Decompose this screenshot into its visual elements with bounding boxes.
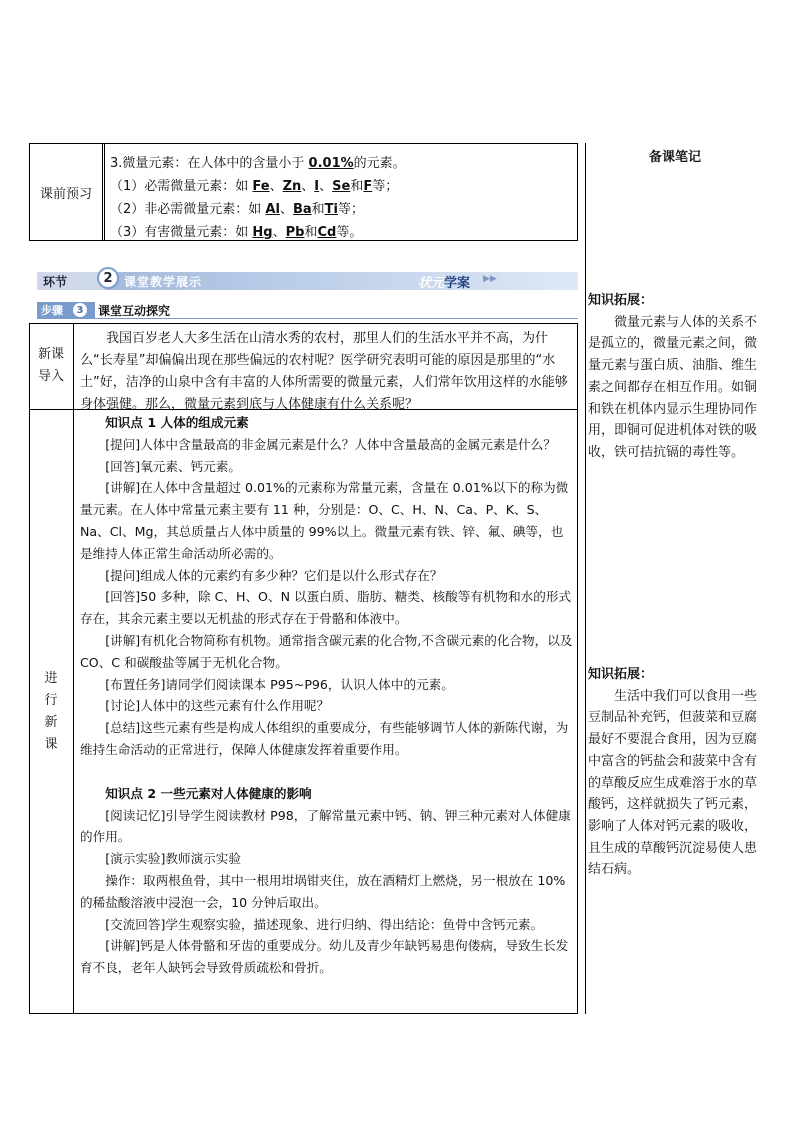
- paragraph: [讲解]在人体中含量超过 0.01%的元素称为常量元素，含量在 0.01%以下的称为微量元素。在人体中常量元素主要有 11 种，分别是：O、C、H、N、Ca、P、K、S、Na、Cl、Mg，其总质量占人体中质量的 99%以上。微量元素有铁、锌、氟、碘等，也是维持人体正常生命活动所必需的。: [80, 480, 569, 561]
- banner-section-number: 2: [97, 267, 119, 289]
- paragraph: [布置任务]请同学们阅读课本 P95~P96，认识人体中的元素。: [105, 676, 454, 692]
- element-f: F: [363, 179, 373, 194]
- main-label-char-1: 进: [44, 671, 58, 686]
- knowledge-point-1-title: 知识点 1 人体的组成元素: [105, 415, 249, 430]
- paragraph: [提问]人体中含量最高的非金属元素是什么？人体中含量最高的金属元素是什么？: [105, 436, 556, 452]
- element-cd: Cd: [317, 225, 337, 240]
- pre-line-4: （3）有害微量元素：如 Hg、Pb和Cd等。: [110, 225, 363, 240]
- paragraph: [讲解]有机化合物简称有机物。通常指含碳元素的化合物,不含碳元素的化合物，以及 CO、C 和碳酸盐等属于无机化合物。: [80, 632, 573, 670]
- element-ti: Ti: [324, 202, 338, 217]
- paragraph: [交流回答]学生观察实验，描述现象、进行归纳、得出结论：鱼骨中含钙元素。: [105, 916, 544, 932]
- main-label-char-2: 行: [44, 693, 58, 708]
- intro-text: 我国百岁老人大多生活在山清水秀的农村，那里人们的生活水平并不高，为什么“长寿星”却偏偏出现在那些偏远的农村呢？医学研究表明可能的原因是那里的“水土”好，洁净的山泉中含有丰富的人体所需要的微量元素，人们常年饮用这样的水能够身体强健。那么，微量元素到底与人体健康有什么关系呢？: [80, 331, 568, 412]
- intro-label-line-2: 导入: [37, 369, 64, 384]
- paragraph: 操作：取两根鱼骨，其中一根用坩埚钳夹住，放在酒精灯上燃烧，另一根放在 10%的稀盐酸溶液中浸泡一会，10 分钟后取出。: [80, 872, 566, 910]
- side-note-1: [588, 290, 768, 464]
- step-underline: [37, 318, 578, 319]
- banner-title: 课堂教学展示: [124, 275, 203, 289]
- side-note-2-text: 生活中我们可以食用一些豆制品补充钙，但菠菜和豆腐最好不要混合食用，因为豆腐中富含的钙盐会和菠菜中含有的草酸反应生成难溶于水的草酸钙，这样就损失了钙元素，影响了人体对钙元素的吸收，且生成的草酸钙沉淀易使人患结石病。: [588, 688, 758, 878]
- element-al: Al: [265, 202, 280, 217]
- banner-section-label: 环节: [37, 272, 105, 290]
- element-se: Se: [332, 179, 351, 194]
- element-fe: Fe: [252, 179, 270, 194]
- pre-class-label: 课前预习: [30, 144, 103, 240]
- knowledge-point-2-title: 知识点 2 一些元素对人体健康的影响: [105, 785, 312, 801]
- side-note-2-title: 知识拓展：: [588, 667, 654, 682]
- paragraph: [提问]组成人体的元素约有多少种？它们是以什么形式存在？: [105, 567, 443, 583]
- intro-label-line-1: 新课: [37, 347, 64, 362]
- step-number: 3: [73, 303, 87, 317]
- pre-line-3: （2）非必需微量元素：如 Al、Ba和Ti等；: [110, 202, 364, 217]
- side-note-2: [588, 664, 768, 881]
- step-label: 步骤: [37, 302, 95, 318]
- paragraph: [演示实验]教师演示实验: [105, 851, 241, 867]
- lesson-table-column-divider: [73, 323, 74, 1014]
- paragraph: [阅读记忆]引导学生阅读教材 P98，了解常量元素中钙、钠、钾三种元素对人体健康的作用。: [80, 807, 571, 845]
- lesson-content: [80, 412, 574, 979]
- side-note-1-title: 知识拓展：: [588, 293, 654, 308]
- paragraph: [回答]氧元素、钙元素。: [105, 458, 241, 474]
- paragraph: [总结]这些元素有些是构成人体组织的重要成分，有些能够调节人体的新陈代谢，为维持生命活动的正常进行，保障人体健康发挥着重要作用。: [80, 720, 569, 757]
- element-zn: Zn: [282, 179, 302, 194]
- element-ba: Ba: [292, 202, 312, 217]
- element-hg: Hg: [252, 225, 273, 240]
- step-title: 课堂互动探究: [98, 304, 171, 318]
- pre-class-content: [110, 152, 570, 244]
- side-note-1-text: 微量元素与人体的关系不是孤立的，微量元素之间，微量元素与蛋白质、油脂、维生素之间都存在相互作用。如铜和铁在机体内显示生理协同作用，即铜可促进机体对铁的吸收，铁可拮抗镉的毒性等。: [588, 314, 758, 460]
- paragraph: [回答]50 多种，除 C、H、O、N 以蛋白质、脂肪、糖类、核酸等有机物和水的形式存在，其余元素主要以无机盐的形式存在于骨骼和体液中。: [80, 589, 572, 627]
- paragraph: [讲解]钙是人体骨骼和牙齿的重要成分。幼儿及青少年缺钙易患佝偻病，导致生长发育不良，老年人缺钙会导致骨质疏松和骨折。: [80, 938, 569, 976]
- main-label-char-3: 新: [44, 715, 58, 730]
- pre-line-1: 3.微量元素：在人体中的含量小于 0.01%的元素。: [110, 156, 406, 171]
- spacer: [80, 761, 574, 783]
- threshold-value: 0.01%: [308, 156, 354, 171]
- paragraph: [讨论]人体中的这些元素有什么作用呢？: [105, 698, 330, 714]
- banner-brand: 状元学案: [418, 276, 471, 291]
- double-arrow-icon: ▶▶: [483, 274, 497, 284]
- main-label-char-4: 课: [44, 737, 58, 752]
- pre-class-table: [29, 143, 578, 241]
- pre-line-2: （1）必需微量元素：如 Fe、Zn、I、Se和F等；: [110, 179, 399, 194]
- element-i: I: [314, 179, 320, 194]
- pre-class-double-border: [104, 144, 105, 240]
- element-pb: Pb: [285, 225, 305, 240]
- side-notes-divider: [585, 143, 586, 1014]
- side-notes-title: 备课笔记: [648, 150, 701, 165]
